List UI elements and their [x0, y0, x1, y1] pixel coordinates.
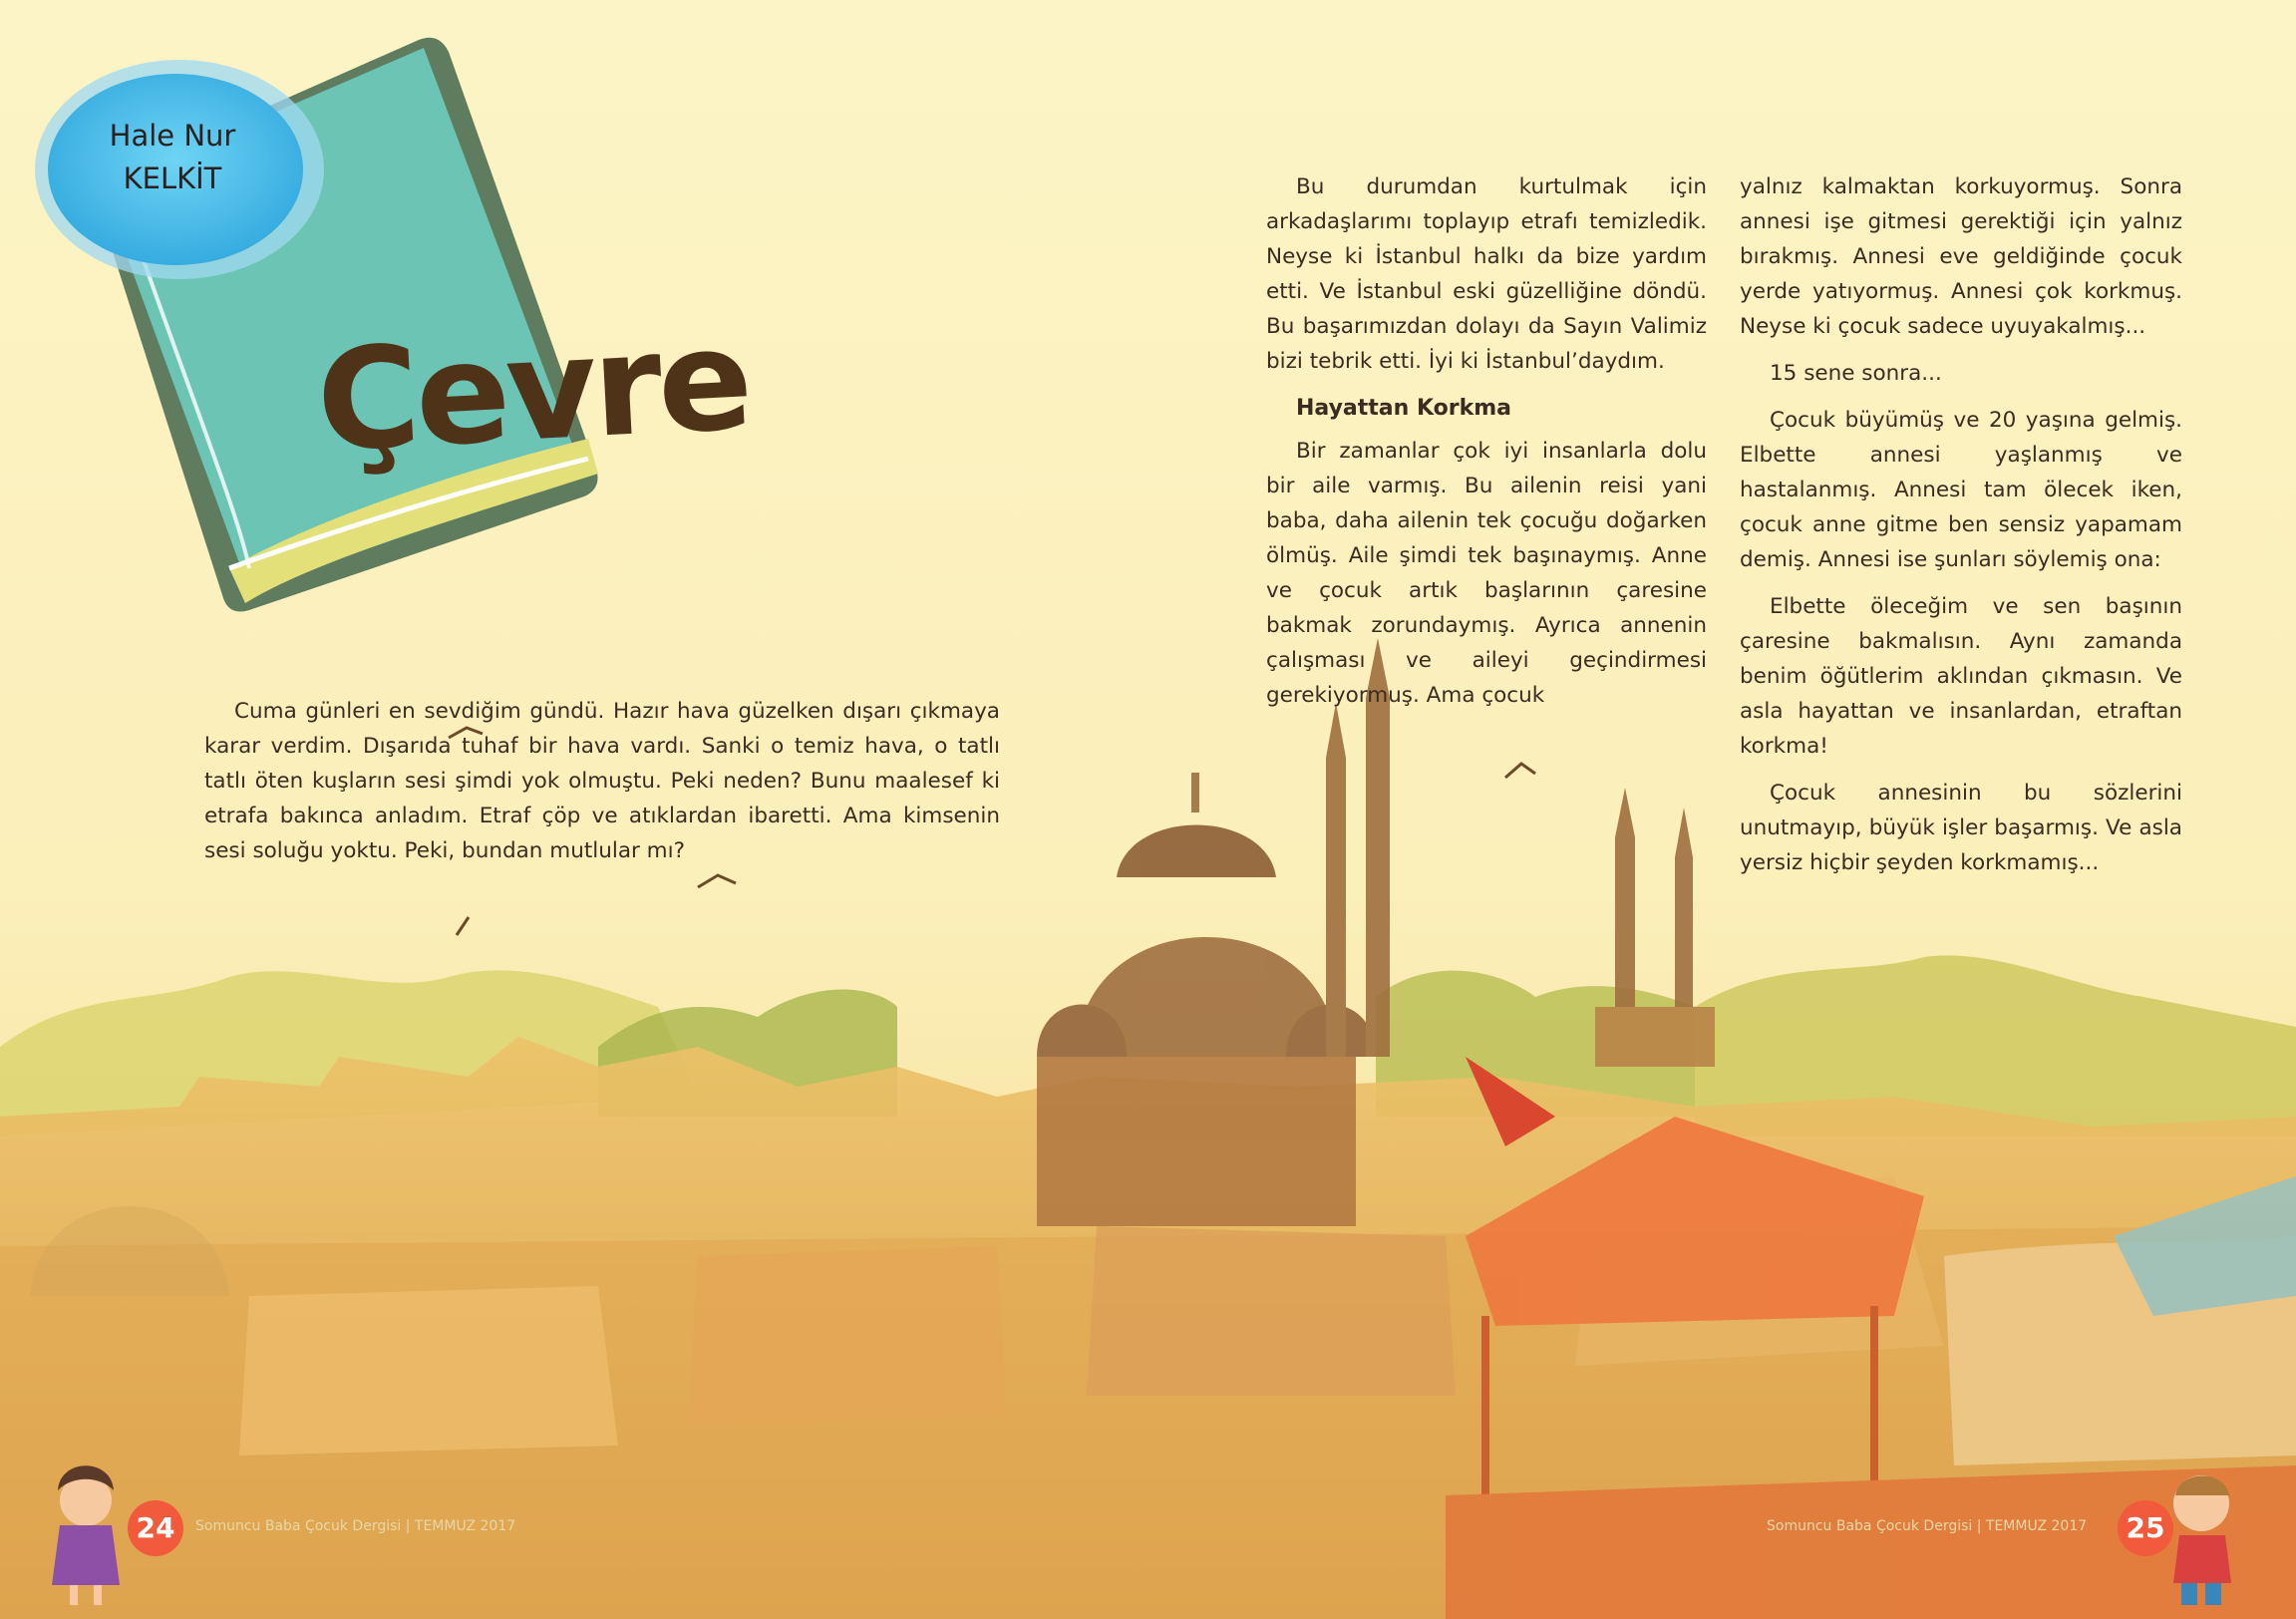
section-heading: Hayattan Korkma — [1296, 396, 1511, 421]
left-paragraph: Cuma günleri en sevdiğim gündü. Hazır hava güzelken dışarı çıkmaya karar verdim. Dışarıda tuhaf bir hava vardı. Sanki o temiz hava, o tatlı tatlı öten kuşların sesi şimdi yok olmuştu. Peki neden? Bunu maalesef ki etrafa bakınca anladım. Etraf çöp ve atıklardan ibaretti. Ama kimsenin sesi soluğu yoktu. Peki, bundan mutlular mı? — [204, 699, 1000, 863]
middle-paragraph-1: Bu durumdan kurtulmak için arkadaşlarımı toplayıp etrafı temizledik. Neyse ki İstanbul halkı da bize yardım etti. Ve İstanbul eski güzelliğine döndü. Bu başarımızdan dolayı da Sayın Valimiz bizi tebrik etti. İyi ki İstanbul’daydım. — [1266, 174, 1707, 374]
left-page-text — [204, 694, 1000, 880]
right-paragraph-1: yalnız kalmaktan korkuyormuş. Sonra annesi işe gitmesi gerektiği için yalnız bırakmış. Annesi eve geldiğinde çocuk yerde yatıyormuş. Annesi çok korkmuş. Neyse ki çocuk sadece uyuyakalmış... — [1740, 174, 2182, 339]
middle-column — [1266, 169, 1707, 725]
right-footer-text: Somuncu Baba Çocuk Dergisi | TEMMUZ 2017 — [1767, 1518, 2088, 1534]
left-footer-text: Somuncu Baba Çocuk Dergisi | TEMMUZ 2017 — [195, 1518, 516, 1534]
girl-character — [52, 1465, 120, 1605]
right-page-number: 25 — [2118, 1500, 2173, 1556]
right-paragraph-2: 15 sene sonra... — [1770, 361, 1942, 386]
author-name — [68, 115, 277, 200]
article-title: Çevre — [313, 298, 753, 485]
middle-paragraph-2: Bir zamanlar çok iyi insanlarla dolu bir aile varmış. Bu ailenin reisi yani baba, daha ailenin tek çocuğu doğarken ölmüş. Aile şimdi tek başınaymış. Anne ve çocuk artık başlarının çaresine bakmak zorundaymış. Ayrıca annenin çalışması ve aileyi geçindirmesi gerekiyormuş. Ama çocuk — [1266, 439, 1707, 708]
right-paragraph-5: Çocuk annesinin bu sözlerini unutmayıp, büyük işler başarmış. Ve asla yersiz hiçbir şeyden korkmamış... — [1740, 781, 2182, 875]
left-page-number: 24 — [128, 1500, 183, 1556]
right-paragraph-4: Elbette öleceğim ve sen başının çaresine bakmalısın. Aynı zamanda benim öğütlerim aklından çıkmasın. Ve asla hayattan ve insanlardan, etraftan korkma! — [1740, 594, 2182, 759]
author-first-line: Hale Nur — [109, 119, 236, 153]
author-last-name: KELKİT — [123, 162, 222, 195]
right-paragraph-3: Çocuk büyümüş ve 20 yaşına gelmiş. Elbette annesi yaşlanmış ve hastalanmış. Annesi tam ölecek iken, çocuk anne gitme ben sensiz yapamam demiş. Annesi ise şunları söylemiş ona: — [1740, 408, 2182, 572]
right-column — [1740, 169, 2182, 892]
